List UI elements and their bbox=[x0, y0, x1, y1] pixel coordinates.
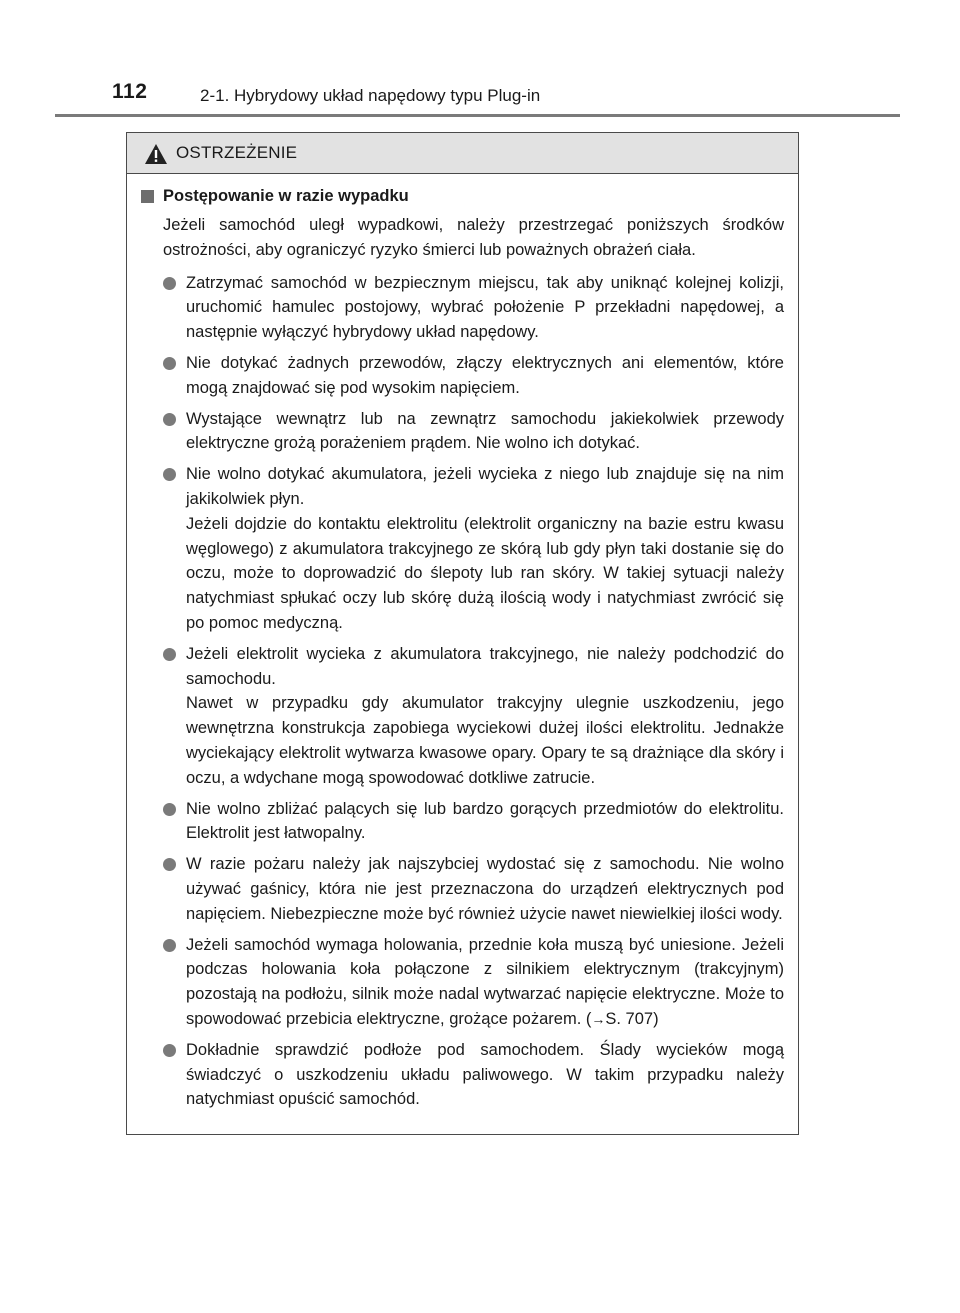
item-text: Zatrzymać samochód w bezpiecznym miejscu, tak aby uniknąć kolejnej kolizji, uruchomić hamulec postojowy, wybrać położenie P przekładni napędowej, a następnie wyłączyć hybrydowy układ napędowy. bbox=[186, 273, 784, 342]
list-item bbox=[163, 642, 784, 791]
list-item bbox=[163, 271, 784, 345]
list-item bbox=[163, 462, 784, 636]
square-bullet-icon bbox=[141, 190, 154, 203]
section-subheading bbox=[141, 185, 784, 208]
intro-paragraph: Jeżeli samochód uległ wypadkowi, należy przestrzegać poniższych środków ostrożności, aby ograniczyć ryzyko śmierci lub poważnych obrażeń ciała. bbox=[163, 216, 784, 259]
warning-header bbox=[127, 133, 798, 174]
item-text: Nie wolno zbliżać palących się lub bardzo gorących przedmiotów do elektrolitu. Elektrolit jest łatwopalny. bbox=[186, 799, 784, 843]
warning-triangle-icon bbox=[144, 143, 168, 165]
circle-bullet-icon bbox=[163, 277, 176, 290]
warning-box bbox=[126, 132, 799, 1135]
item-text: Nie wolno dotykać akumulatora, jeżeli wycieka z niego lub znajduje się na nim jakikolwiek płyn. bbox=[186, 465, 784, 508]
list-item bbox=[163, 797, 784, 847]
circle-bullet-icon bbox=[163, 1044, 176, 1057]
arrow-right-icon: → bbox=[591, 1010, 606, 1027]
list-item bbox=[163, 852, 784, 926]
item-text: Jeżeli samochód wymaga holowania, przednie koła muszą być uniesione. Jeżeli podczas holowania koła połączone z silnikiem elektrycznym (trakcyjnym) pozostają na podłożu, silnik może nadal wytwarzać napięcie elektryczne. Może to spowodować przebicia elektryczne, grożące pożarem. ( bbox=[186, 935, 784, 1028]
circle-bullet-icon bbox=[163, 939, 176, 952]
circle-bullet-icon bbox=[163, 803, 176, 816]
circle-bullet-icon bbox=[163, 357, 176, 370]
circle-bullet-icon bbox=[163, 468, 176, 481]
subheading-text: Postępowanie w razie wypadku bbox=[163, 187, 409, 205]
list-item bbox=[163, 933, 784, 1032]
precautions-list bbox=[141, 271, 784, 1113]
circle-bullet-icon bbox=[163, 858, 176, 871]
item-text: Wystające wewnątrz lub na zewnątrz samochodu jakiekolwiek przewody elektryczne grożą porażeniem prądem. Nie wolno ich dotykać. bbox=[186, 409, 784, 453]
item-text: W razie pożaru należy jak najszybciej wydostać się z samochodu. Nie wolno używać gaśnicy, która nie jest przeznaczona do urządzeń elektrycznych pod napięciem. Niebezpieczne może być również użycie nawet niewielkiej ilości wody. bbox=[186, 855, 784, 923]
header-divider bbox=[55, 114, 900, 117]
page-reference-link[interactable]: S. 707 bbox=[605, 1009, 654, 1028]
item-text-end: ) bbox=[653, 1009, 659, 1028]
list-item bbox=[163, 351, 784, 401]
item-text: Dokładnie sprawdzić podłoże pod samochodem. Ślady wycieków mogą świadczyć o uszkodzeniu układu paliwowego. W takim przypadku należy natychmiast opuścić samochód. bbox=[186, 1040, 784, 1109]
section-title: 2-1. Hybrydowy układ napędowy typu Plug-in bbox=[200, 86, 541, 105]
item-text-with-reference bbox=[186, 933, 784, 1032]
item-text-continued: Nawet w przypadku gdy akumulator trakcyjny ulegnie uszkodzeniu, jego wewnętrzna konstrukcja zapobiega wyciekowi dużej ilości elektrolitu. Jednakże wyciekający elektrolit wytwarza kwasowe opary. Opary te są drażniące dla skóry i oczu, a wdychane mogą spowodować dotkliwe zatrucie. bbox=[186, 694, 784, 787]
warning-title: OSTRZEŻENIE bbox=[176, 143, 298, 162]
item-text-continued: Jeżeli dojdzie do kontaktu elektrolitu (elektrolit organiczny na bazie estru kwasu węglowego) z akumulatora trakcyjnego ze skórą lub gdy płyn taki dostanie się do oczu, może to doprowadzić do ślepoty lub ran skóry. W takiej sytuacji należy natychmiast spłukać oczy lub skórę dużą ilością wody i natychmiast zwrócić się po pomoc medyczną. bbox=[186, 514, 784, 632]
item-text: Nie dotykać żadnych przewodów, złączy elektrycznych ani elementów, które mogą znajdować się pod wysokim napięciem. bbox=[186, 353, 784, 397]
item-text: Jeżeli elektrolit wycieka z akumulatora trakcyjnego, nie należy podchodzić do samochodu. bbox=[186, 644, 784, 688]
list-item bbox=[163, 1038, 784, 1112]
circle-bullet-icon bbox=[163, 413, 176, 426]
page-number: 112 bbox=[112, 80, 148, 103]
circle-bullet-icon bbox=[163, 648, 176, 661]
list-item bbox=[163, 407, 784, 457]
warning-body bbox=[127, 174, 798, 1118]
